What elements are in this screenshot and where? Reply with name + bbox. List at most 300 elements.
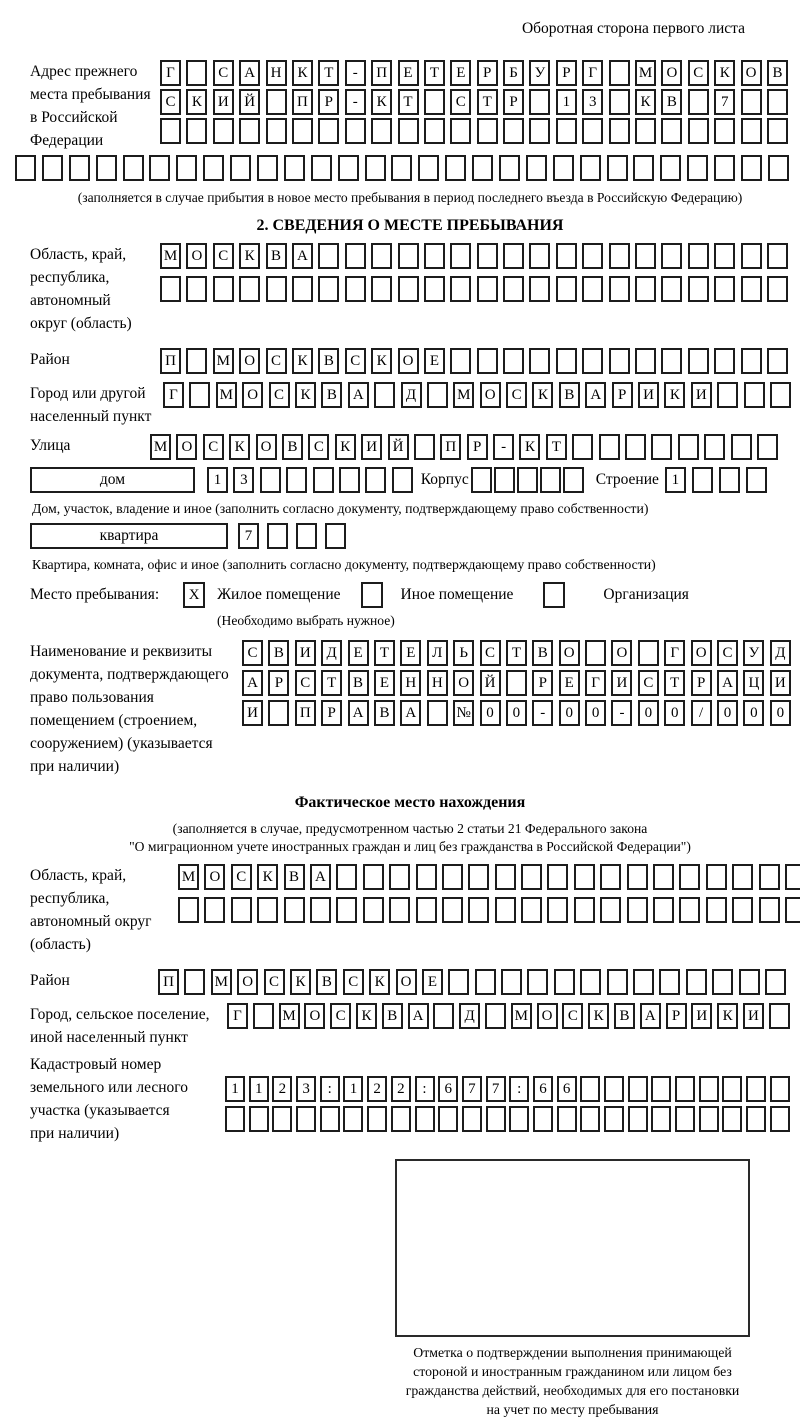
char-cell[interactable]: О [256, 434, 277, 460]
char-cell[interactable] [574, 864, 595, 890]
char-cell[interactable]: Р [467, 434, 488, 460]
char-cell[interactable]: В [316, 969, 337, 995]
char-cell[interactable] [553, 155, 574, 181]
char-cell[interactable] [785, 897, 800, 923]
char-cell[interactable]: - [345, 89, 366, 115]
char-cell[interactable] [759, 897, 780, 923]
char-cell[interactable]: К [371, 89, 392, 115]
char-cell[interactable] [731, 434, 752, 460]
char-cell[interactable] [296, 1106, 316, 1132]
char-cell[interactable]: О [741, 60, 762, 86]
char-cell[interactable] [389, 897, 410, 923]
char-cell[interactable]: Д [770, 640, 791, 666]
char-cell[interactable] [345, 243, 366, 269]
char-cell[interactable]: : [509, 1076, 529, 1102]
char-cell[interactable] [343, 1106, 363, 1132]
char-cell[interactable]: Р [318, 89, 339, 115]
char-cell[interactable] [529, 118, 550, 144]
char-cell[interactable]: Е [348, 640, 369, 666]
char-cell[interactable]: С [269, 382, 290, 408]
char-cell[interactable]: Р [532, 670, 553, 696]
char-cell[interactable]: В [532, 640, 553, 666]
char-cell[interactable] [714, 276, 735, 302]
char-cell[interactable]: 3 [296, 1076, 316, 1102]
char-cell[interactable]: Г [227, 1003, 248, 1029]
char-cell[interactable]: Т [546, 434, 567, 460]
char-cell[interactable]: С [345, 348, 366, 374]
char-cell[interactable] [433, 1003, 454, 1029]
char-cell[interactable] [627, 864, 648, 890]
char-cell[interactable] [582, 348, 603, 374]
char-cell[interactable] [186, 276, 207, 302]
char-cell[interactable] [607, 969, 628, 995]
char-cell[interactable] [768, 155, 789, 181]
char-cell[interactable]: А [242, 670, 263, 696]
char-cell[interactable] [311, 155, 332, 181]
char-cell[interactable] [371, 243, 392, 269]
char-cell[interactable] [318, 243, 339, 269]
char-cell[interactable] [706, 897, 727, 923]
char-cell[interactable] [769, 1003, 790, 1029]
char-cell[interactable]: С [506, 382, 527, 408]
char-cell[interactable] [688, 118, 709, 144]
char-cell[interactable]: Г [664, 640, 685, 666]
char-cell[interactable] [609, 276, 630, 302]
char-cell[interactable] [160, 118, 181, 144]
char-cell[interactable]: К [295, 382, 316, 408]
char-cell[interactable]: И [213, 89, 234, 115]
char-cell[interactable] [604, 1076, 624, 1102]
char-cell[interactable] [717, 382, 738, 408]
char-cell[interactable] [189, 382, 210, 408]
char-cell[interactable]: А [408, 1003, 429, 1029]
char-cell[interactable] [609, 89, 630, 115]
char-cell[interactable]: Д [459, 1003, 480, 1029]
char-cell[interactable] [653, 864, 674, 890]
char-cell[interactable] [462, 1106, 482, 1132]
char-cell[interactable]: В [767, 60, 788, 86]
char-cell[interactable]: С [638, 670, 659, 696]
char-cell[interactable]: Т [398, 89, 419, 115]
char-cell[interactable]: О [559, 640, 580, 666]
char-cell[interactable]: 6 [438, 1076, 458, 1102]
char-cell[interactable]: Г [582, 60, 603, 86]
char-cell[interactable]: С [330, 1003, 351, 1029]
char-cell[interactable]: П [160, 348, 181, 374]
char-cell[interactable] [699, 1076, 719, 1102]
char-cell[interactable] [414, 434, 435, 460]
char-cell[interactable]: В [282, 434, 303, 460]
char-cell[interactable] [686, 969, 707, 995]
char-cell[interactable]: Е [398, 60, 419, 86]
char-cell[interactable]: С [308, 434, 329, 460]
char-cell[interactable]: О [661, 60, 682, 86]
char-cell[interactable]: К [635, 89, 656, 115]
char-cell[interactable]: К [290, 969, 311, 995]
char-cell[interactable] [527, 969, 548, 995]
char-cell[interactable] [661, 348, 682, 374]
char-cell[interactable] [609, 243, 630, 269]
char-cell[interactable] [547, 897, 568, 923]
char-cell[interactable] [556, 243, 577, 269]
char-cell[interactable]: - [532, 700, 553, 726]
char-cell[interactable]: В [559, 382, 580, 408]
char-cell[interactable] [529, 89, 550, 115]
char-cell[interactable] [556, 276, 577, 302]
char-cell[interactable]: В [266, 243, 287, 269]
char-cell[interactable]: О [304, 1003, 325, 1029]
char-cell[interactable] [398, 118, 419, 144]
char-cell[interactable] [582, 276, 603, 302]
char-cell[interactable] [313, 467, 334, 493]
char-cell[interactable]: О [242, 382, 263, 408]
char-cell[interactable]: В [661, 89, 682, 115]
char-cell[interactable]: Н [427, 670, 448, 696]
char-cell[interactable]: К [292, 348, 313, 374]
char-cell[interactable] [178, 897, 199, 923]
char-cell[interactable]: 7 [238, 523, 259, 549]
char-cell[interactable] [257, 155, 278, 181]
char-cell[interactable] [371, 118, 392, 144]
char-cell[interactable] [704, 434, 725, 460]
char-cell[interactable]: А [292, 243, 313, 269]
char-cell[interactable] [699, 1106, 719, 1132]
char-cell[interactable]: Е [374, 670, 395, 696]
char-cell[interactable]: Н [266, 60, 287, 86]
char-cell[interactable]: И [611, 670, 632, 696]
char-cell[interactable]: 2 [391, 1076, 411, 1102]
char-cell[interactable] [706, 864, 727, 890]
char-cell[interactable] [418, 155, 439, 181]
char-cell[interactable] [391, 155, 412, 181]
char-cell[interactable]: Й [239, 89, 260, 115]
char-cell[interactable] [365, 467, 386, 493]
char-cell[interactable]: У [529, 60, 550, 86]
char-cell[interactable]: Т [424, 60, 445, 86]
char-cell[interactable] [722, 1106, 742, 1132]
char-cell[interactable]: - [493, 434, 514, 460]
char-cell[interactable] [767, 276, 788, 302]
char-cell[interactable] [688, 276, 709, 302]
char-cell[interactable]: А [348, 382, 369, 408]
char-cell[interactable] [529, 276, 550, 302]
char-cell[interactable]: 7 [714, 89, 735, 115]
char-cell[interactable] [609, 118, 630, 144]
char-cell[interactable] [471, 467, 492, 493]
char-cell[interactable]: Ц [743, 670, 764, 696]
char-cell[interactable] [741, 89, 762, 115]
char-cell[interactable]: И [743, 1003, 764, 1029]
char-cell[interactable] [585, 640, 606, 666]
char-cell[interactable]: И [691, 382, 712, 408]
char-cell[interactable]: М [279, 1003, 300, 1029]
char-cell[interactable]: 0 [664, 700, 685, 726]
char-cell[interactable] [609, 348, 630, 374]
char-cell[interactable]: 2 [272, 1076, 292, 1102]
char-cell[interactable] [338, 155, 359, 181]
char-cell[interactable]: 7 [486, 1076, 506, 1102]
char-cell[interactable] [213, 118, 234, 144]
char-cell[interactable]: В [318, 348, 339, 374]
char-cell[interactable]: М [178, 864, 199, 890]
char-cell[interactable]: - [345, 60, 366, 86]
char-cell[interactable] [529, 348, 550, 374]
char-cell[interactable]: Й [388, 434, 409, 460]
char-cell[interactable] [757, 434, 778, 460]
char-cell[interactable]: В [382, 1003, 403, 1029]
char-cell[interactable] [184, 969, 205, 995]
char-cell[interactable] [540, 467, 561, 493]
char-cell[interactable] [389, 864, 410, 890]
char-cell[interactable]: К [714, 60, 735, 86]
char-cell[interactable] [741, 118, 762, 144]
char-cell[interactable] [675, 1106, 695, 1132]
char-cell[interactable]: Е [424, 348, 445, 374]
char-cell[interactable] [477, 348, 498, 374]
char-cell[interactable] [339, 467, 360, 493]
char-cell[interactable] [438, 1106, 458, 1132]
char-cell[interactable]: В [321, 382, 342, 408]
char-cell[interactable]: К [664, 382, 685, 408]
char-cell[interactable]: Д [401, 382, 422, 408]
char-cell[interactable]: В [284, 864, 305, 890]
char-cell[interactable]: У [743, 640, 764, 666]
char-cell[interactable] [722, 1076, 742, 1102]
char-cell[interactable] [477, 118, 498, 144]
char-cell[interactable] [318, 118, 339, 144]
char-cell[interactable]: Г [160, 60, 181, 86]
char-cell[interactable] [239, 118, 260, 144]
char-cell[interactable] [485, 1003, 506, 1029]
char-cell[interactable] [391, 1106, 411, 1132]
char-cell[interactable]: Б [503, 60, 524, 86]
char-cell[interactable] [424, 276, 445, 302]
char-cell[interactable]: Р [503, 89, 524, 115]
char-cell[interactable] [365, 155, 386, 181]
char-cell[interactable] [336, 864, 357, 890]
char-cell[interactable]: Р [477, 60, 498, 86]
char-cell[interactable] [741, 348, 762, 374]
char-cell[interactable]: К [239, 243, 260, 269]
char-cell[interactable]: И [242, 700, 263, 726]
char-cell[interactable]: 0 [638, 700, 659, 726]
char-cell[interactable] [320, 1106, 340, 1132]
char-cell[interactable] [450, 276, 471, 302]
char-cell[interactable]: М [150, 434, 171, 460]
char-cell[interactable] [450, 118, 471, 144]
char-cell[interactable] [495, 897, 516, 923]
char-cell[interactable]: С [562, 1003, 583, 1029]
char-cell[interactable] [284, 155, 305, 181]
char-cell[interactable] [268, 700, 289, 726]
char-cell[interactable] [517, 467, 538, 493]
char-cell[interactable] [266, 89, 287, 115]
char-cell[interactable]: С [231, 864, 252, 890]
char-cell[interactable] [526, 155, 547, 181]
char-cell[interactable] [186, 60, 207, 86]
char-cell[interactable] [416, 897, 437, 923]
char-cell[interactable]: Т [506, 640, 527, 666]
char-cell[interactable]: О [398, 348, 419, 374]
char-cell[interactable] [556, 348, 577, 374]
char-cell[interactable]: С [295, 670, 316, 696]
char-cell[interactable] [203, 155, 224, 181]
char-cell[interactable] [416, 864, 437, 890]
char-cell[interactable] [678, 434, 699, 460]
char-cell[interactable]: К [371, 348, 392, 374]
char-cell[interactable] [580, 155, 601, 181]
char-cell[interactable]: С [264, 969, 285, 995]
char-cell[interactable] [688, 243, 709, 269]
char-cell[interactable] [160, 276, 181, 302]
char-cell[interactable] [445, 155, 466, 181]
char-cell[interactable] [767, 243, 788, 269]
char-cell[interactable] [424, 243, 445, 269]
char-cell[interactable] [424, 118, 445, 144]
char-cell[interactable] [785, 864, 800, 890]
char-cell[interactable] [284, 897, 305, 923]
char-cell[interactable] [442, 864, 463, 890]
char-cell[interactable] [149, 155, 170, 181]
char-cell[interactable] [574, 897, 595, 923]
char-cell[interactable]: Р [268, 670, 289, 696]
char-cell[interactable] [501, 969, 522, 995]
char-cell[interactable]: 3 [233, 467, 254, 493]
char-cell[interactable]: А [348, 700, 369, 726]
char-cell[interactable]: К [369, 969, 390, 995]
char-cell[interactable] [249, 1106, 269, 1132]
char-cell[interactable]: С [717, 640, 738, 666]
char-cell[interactable] [651, 1076, 671, 1102]
char-cell[interactable] [580, 1106, 600, 1132]
char-cell[interactable] [374, 382, 395, 408]
char-cell[interactable]: С [343, 969, 364, 995]
char-cell[interactable]: П [158, 969, 179, 995]
char-cell[interactable]: 7 [462, 1076, 482, 1102]
char-cell[interactable]: В [348, 670, 369, 696]
char-cell[interactable]: К [292, 60, 313, 86]
char-cell[interactable]: С [688, 60, 709, 86]
char-cell[interactable] [503, 243, 524, 269]
char-cell[interactable] [292, 276, 313, 302]
char-cell[interactable]: А [640, 1003, 661, 1029]
char-cell[interactable] [661, 243, 682, 269]
char-cell[interactable] [635, 118, 656, 144]
char-cell[interactable] [582, 118, 603, 144]
char-cell[interactable]: К [717, 1003, 738, 1029]
char-cell[interactable]: В [268, 640, 289, 666]
char-cell[interactable] [503, 276, 524, 302]
char-cell[interactable] [503, 118, 524, 144]
char-cell[interactable]: Г [163, 382, 184, 408]
char-cell[interactable]: К [335, 434, 356, 460]
char-cell[interactable] [367, 1106, 387, 1132]
char-cell[interactable]: 3 [582, 89, 603, 115]
char-cell[interactable]: Е [559, 670, 580, 696]
char-cell[interactable] [744, 382, 765, 408]
char-cell[interactable]: 1 [207, 467, 228, 493]
char-cell[interactable] [679, 864, 700, 890]
char-cell[interactable] [633, 155, 654, 181]
char-cell[interactable] [604, 1106, 624, 1132]
char-cell[interactable]: И [295, 640, 316, 666]
char-cell[interactable]: О [537, 1003, 558, 1029]
char-cell[interactable]: М [635, 60, 656, 86]
char-cell[interactable] [231, 897, 252, 923]
char-cell[interactable] [310, 897, 331, 923]
char-cell[interactable]: 2 [367, 1076, 387, 1102]
char-cell[interactable] [266, 276, 287, 302]
char-cell[interactable]: О [176, 434, 197, 460]
char-cell[interactable]: С [266, 348, 287, 374]
char-cell[interactable]: В [374, 700, 395, 726]
char-cell[interactable]: Р [321, 700, 342, 726]
char-cell[interactable] [448, 969, 469, 995]
char-cell[interactable] [638, 640, 659, 666]
char-cell[interactable]: Т [321, 670, 342, 696]
char-cell[interactable]: А [239, 60, 260, 86]
char-cell[interactable] [442, 897, 463, 923]
char-cell[interactable]: К [229, 434, 250, 460]
char-cell[interactable] [679, 897, 700, 923]
char-cell[interactable] [475, 969, 496, 995]
char-cell[interactable]: М [453, 382, 474, 408]
char-cell[interactable] [600, 864, 621, 890]
other-premises-checkbox[interactable] [361, 582, 383, 608]
char-cell[interactable] [609, 60, 630, 86]
char-cell[interactable] [398, 276, 419, 302]
char-cell[interactable] [572, 434, 593, 460]
char-cell[interactable] [253, 1003, 274, 1029]
char-cell[interactable]: О [480, 382, 501, 408]
char-cell[interactable]: И [691, 1003, 712, 1029]
char-cell[interactable] [651, 434, 672, 460]
char-cell[interactable] [450, 243, 471, 269]
char-cell[interactable] [628, 1076, 648, 1102]
char-cell[interactable]: О [237, 969, 258, 995]
char-cell[interactable]: О [396, 969, 417, 995]
char-cell[interactable]: Р [666, 1003, 687, 1029]
char-cell[interactable]: 0 [585, 700, 606, 726]
char-cell[interactable] [675, 1076, 695, 1102]
char-cell[interactable]: / [691, 700, 712, 726]
char-cell[interactable]: Е [400, 640, 421, 666]
char-cell[interactable]: 0 [506, 700, 527, 726]
char-cell[interactable] [495, 864, 516, 890]
residential-checkbox[interactable]: X [183, 582, 205, 608]
char-cell[interactable] [427, 382, 448, 408]
char-cell[interactable] [714, 243, 735, 269]
char-cell[interactable]: К [186, 89, 207, 115]
char-cell[interactable]: М [213, 348, 234, 374]
char-cell[interactable] [759, 864, 780, 890]
char-cell[interactable] [688, 348, 709, 374]
char-cell[interactable] [746, 467, 767, 493]
char-cell[interactable] [767, 89, 788, 115]
char-cell[interactable] [741, 243, 762, 269]
char-cell[interactable] [336, 897, 357, 923]
char-cell[interactable] [477, 276, 498, 302]
char-cell[interactable]: П [292, 89, 313, 115]
char-cell[interactable] [547, 864, 568, 890]
char-cell[interactable] [582, 243, 603, 269]
char-cell[interactable] [186, 118, 207, 144]
char-cell[interactable] [15, 155, 36, 181]
char-cell[interactable]: Е [422, 969, 443, 995]
char-cell[interactable]: 0 [717, 700, 738, 726]
char-cell[interactable]: Ь [453, 640, 474, 666]
char-cell[interactable]: Р [691, 670, 712, 696]
